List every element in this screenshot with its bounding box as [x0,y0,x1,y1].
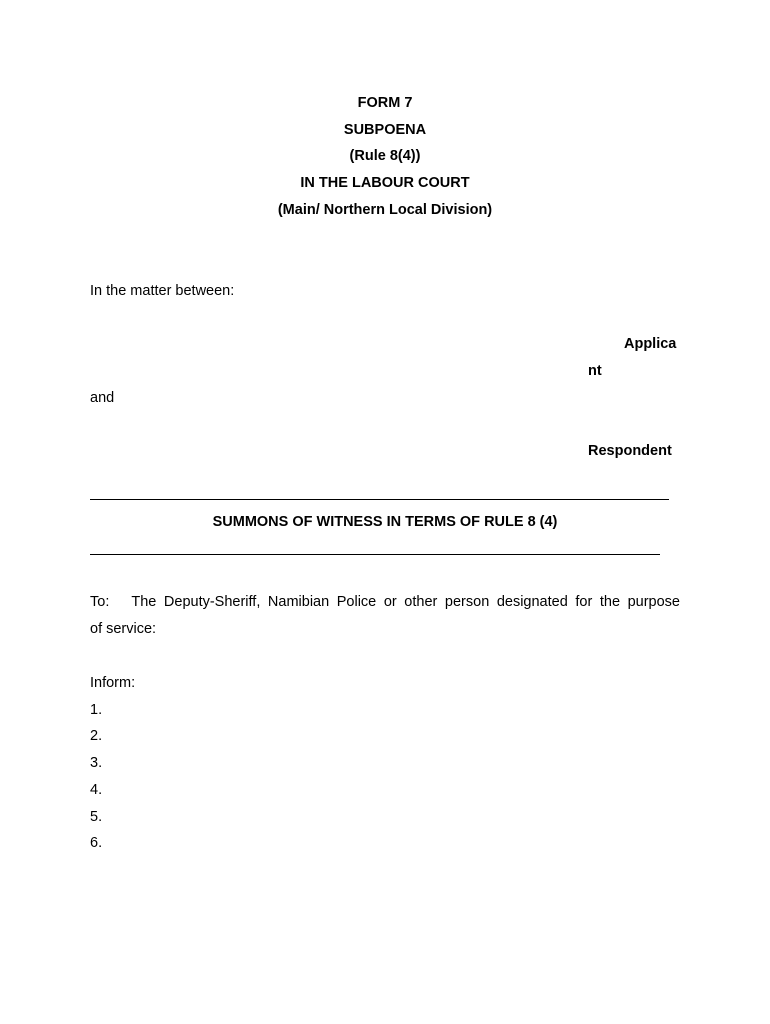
rule-reference: (Rule 8(4)) [349,148,421,164]
inform-item-4: 4. [90,782,103,798]
form-number: FORM 7 [357,95,413,111]
document-title: SUBPOENA [343,122,427,138]
to-text: The Deputy-Sheriff, Namibian Police or other person designated for the purpose [131,594,680,610]
matter-intro: In the matter between: [90,283,235,299]
to-label: To: [90,594,110,610]
applicant-label-part2: nt [588,363,602,379]
address-paragraph [90,589,680,643]
inform-item-5: 5. [90,809,103,825]
inform-item-6: 6. [90,835,103,851]
inform-item-1: 1. [90,702,103,718]
and-connector: and [90,390,115,406]
applicant-label-part1: Applica [624,336,677,352]
to-text-continued: of service: [90,621,157,637]
respondent-label: Respondent [588,443,672,459]
inform-label: Inform: [90,675,136,691]
court-division: (Main/ Northern Local Division) [277,202,493,218]
separator-bottom [90,554,660,555]
inform-item-3: 3. [90,755,103,771]
court-name: IN THE LABOUR COURT [300,175,470,191]
separator-top [90,499,669,500]
inform-item-2: 2. [90,728,103,744]
summons-heading: SUMMONS OF WITNESS IN TERMS OF RULE 8 (4) [212,514,558,530]
